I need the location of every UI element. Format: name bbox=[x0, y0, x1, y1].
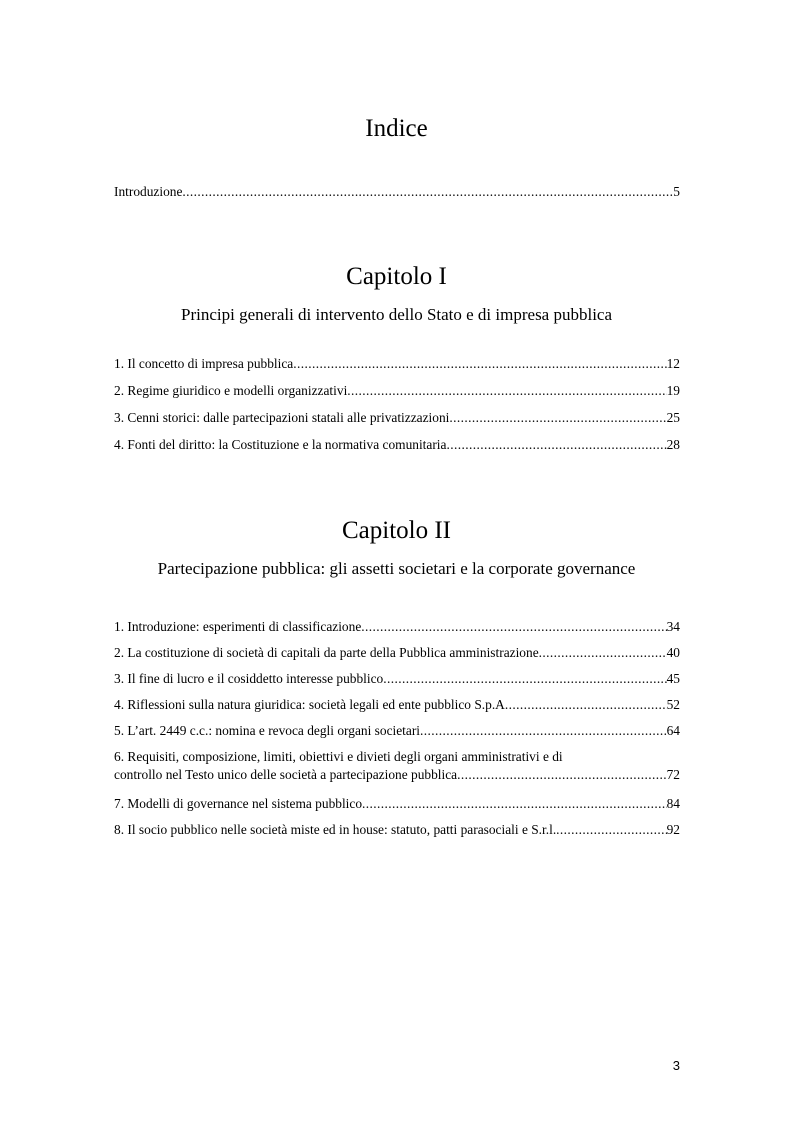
toc-entry-label: 2. Regime giuridico e modelli organizzativi bbox=[114, 383, 348, 398]
toc-entry-label: 2. La costituzione di società di capitali da parte della Pubblica amministrazione bbox=[114, 645, 539, 660]
toc-entry-page: 72 bbox=[666, 767, 680, 782]
toc-entry-label: 1. Introduzione: esperimenti di classificazione bbox=[114, 619, 362, 634]
dot-leader bbox=[539, 644, 667, 662]
toc-entry-ch1-1[interactable] bbox=[114, 355, 680, 373]
toc-entry-page: 28 bbox=[666, 437, 680, 452]
dot-leader bbox=[182, 183, 673, 201]
toc-entry-ch2-3[interactable] bbox=[114, 670, 680, 688]
chapter-1-title: Capitolo I bbox=[346, 263, 447, 290]
dot-leader bbox=[556, 821, 666, 839]
toc-entry-page: 12 bbox=[666, 356, 680, 371]
toc-entry-page: 25 bbox=[666, 410, 680, 425]
dot-leader bbox=[446, 436, 666, 454]
toc-entry-ch2-1[interactable] bbox=[114, 618, 680, 636]
dot-leader bbox=[449, 409, 666, 427]
toc-entry-ch2-7[interactable] bbox=[114, 795, 680, 813]
chapter-1-subtitle: Principi generali di intervento dello Stato e di impresa pubblica bbox=[180, 305, 613, 324]
toc-entry-ch2-6[interactable] bbox=[114, 748, 680, 784]
toc-entry-label: 7. Modelli di governance nel sistema pubblico bbox=[114, 796, 363, 811]
chapter-2-subtitle: Partecipazione pubblica: gli assetti societari e la corporate governance bbox=[157, 559, 636, 578]
toc-entry-page: 84 bbox=[666, 796, 680, 811]
chapter-2-title: Capitolo II bbox=[341, 517, 451, 544]
dot-leader bbox=[505, 696, 667, 714]
dot-leader bbox=[293, 355, 666, 373]
toc-entry-label: 1. Il concetto di impresa pubblica bbox=[114, 356, 294, 371]
toc-entry-ch1-3[interactable] bbox=[114, 409, 680, 427]
toc-entry-ch1-2[interactable] bbox=[114, 382, 680, 400]
toc-entry-ch1-4[interactable] bbox=[114, 436, 680, 454]
toc-entry-page: 34 bbox=[666, 619, 680, 634]
toc-entry-page: 40 bbox=[666, 645, 680, 660]
toc-entry-label: 4. Riflessioni sulla natura giuridica: società legali ed ente pubblico S.p.A bbox=[114, 697, 505, 712]
toc-entry-label: 8. Il socio pubblico nelle società miste ed in house: statuto, patti parasociali e S.r.l. bbox=[114, 822, 557, 837]
toc-entry-ch2-8[interactable] bbox=[114, 821, 680, 839]
toc-entry-label: 3. Il fine di lucro e il cosiddetto interesse pubblico bbox=[114, 671, 384, 686]
dot-leader bbox=[383, 670, 666, 688]
toc-entry-page: 45 bbox=[666, 671, 680, 686]
toc-entry-ch2-4[interactable] bbox=[114, 696, 680, 714]
toc-entry-label: controllo nel Testo unico delle società a partecipazione pubblica bbox=[114, 767, 458, 782]
toc-entry-page: 19 bbox=[666, 383, 680, 398]
toc-entry-ch2-5[interactable] bbox=[114, 722, 680, 740]
page-number: 3 bbox=[672, 1058, 680, 1073]
toc-entry-label: Introduzione bbox=[114, 184, 183, 199]
toc-entry-page: 64 bbox=[666, 723, 680, 738]
toc-entry-ch2-2[interactable] bbox=[114, 644, 680, 662]
toc-entry-label: 5. L’art. 2449 c.c.: nomina e revoca degli organi societari bbox=[114, 723, 421, 738]
toc-entry-introduzione[interactable] bbox=[114, 183, 680, 201]
dot-leader bbox=[347, 382, 666, 400]
dot-leader bbox=[420, 722, 667, 740]
dot-leader bbox=[361, 618, 666, 636]
dot-leader bbox=[457, 766, 666, 784]
toc-entry-page: 52 bbox=[666, 697, 680, 712]
toc-entry-page: 92 bbox=[666, 822, 680, 837]
toc-entry-page: 5 bbox=[673, 184, 680, 199]
toc-entry-label: 4. Fonti del diritto: la Costituzione e la normativa comunitaria bbox=[114, 437, 447, 452]
toc-entry-label-line1: 6. Requisiti, composizione, limiti, obiettivi e divieti degli organi amministrativi e di bbox=[114, 749, 563, 764]
index-title: Indice bbox=[365, 115, 428, 142]
dot-leader bbox=[362, 795, 667, 813]
toc-entry-label: 3. Cenni storici: dalle partecipazioni statali alle privatizzazioni bbox=[114, 410, 450, 425]
